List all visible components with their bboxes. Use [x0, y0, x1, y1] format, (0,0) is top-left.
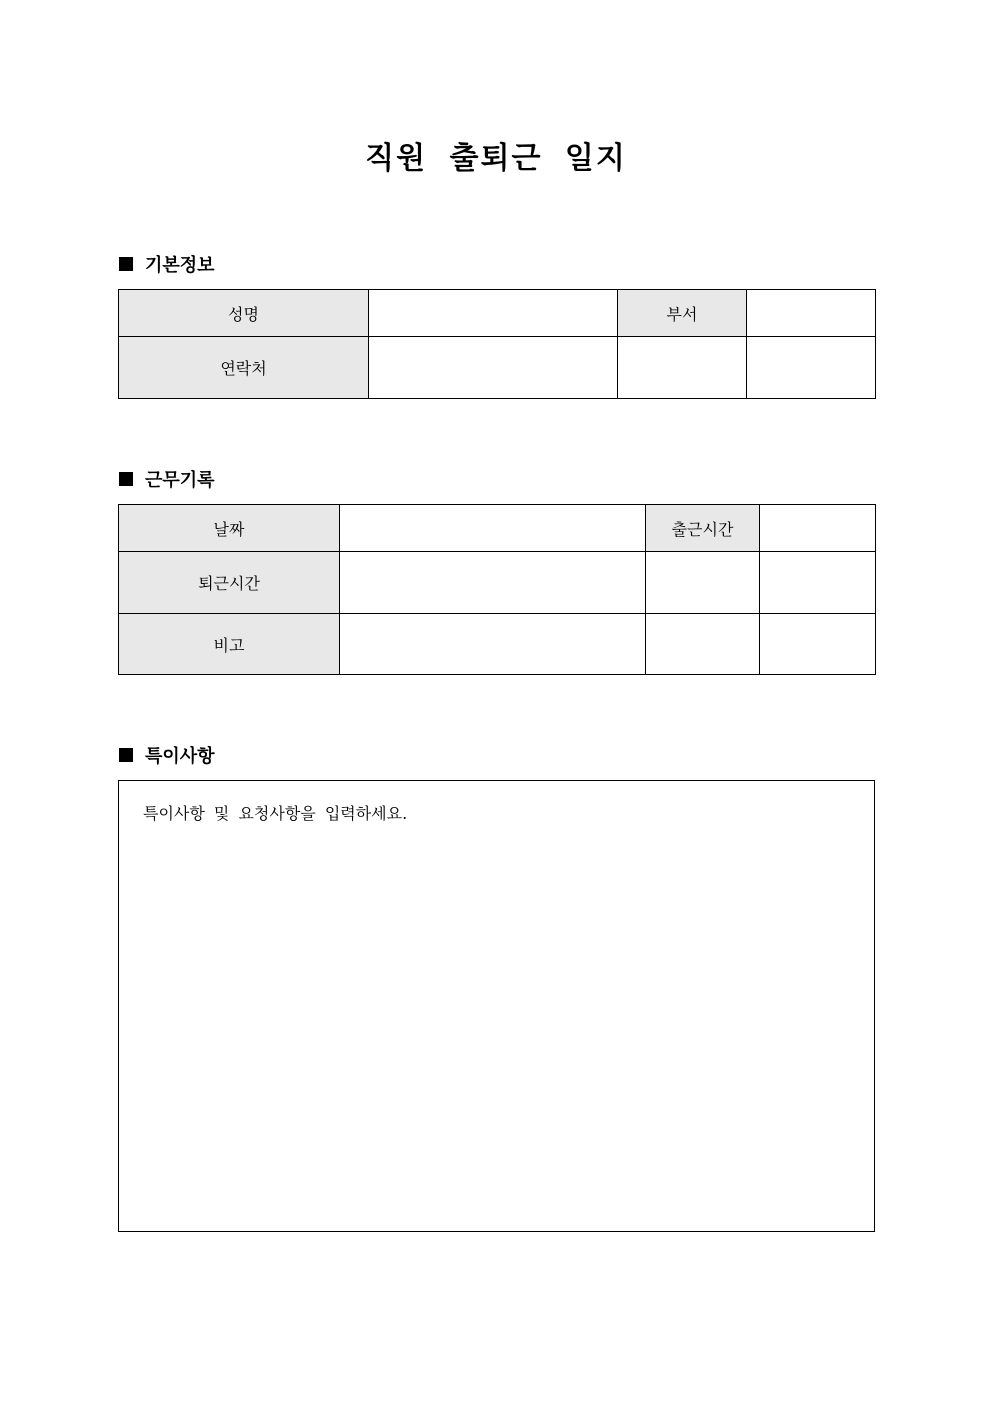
work-record-empty-cell-4[interactable] [760, 614, 876, 675]
special-notes-placeholder: 특이사항 및 요청사항을 입력하세요. [143, 804, 408, 823]
square-bullet-icon [119, 257, 133, 271]
name-label: 성명 [119, 290, 369, 337]
remarks-field[interactable] [340, 614, 646, 675]
work-record-empty-cell-1[interactable] [646, 552, 760, 614]
work-record-table [118, 504, 876, 675]
contact-label: 연락처 [119, 337, 369, 399]
special-notes-heading [119, 742, 215, 768]
department-field[interactable] [747, 290, 876, 337]
department-label: 부서 [618, 290, 747, 337]
basic-info-heading [119, 251, 215, 277]
name-field[interactable] [369, 290, 618, 337]
special-notes-box[interactable] [118, 780, 875, 1232]
clock-in-field[interactable] [760, 505, 876, 552]
square-bullet-icon [119, 472, 133, 486]
basic-info-empty-cell-1[interactable] [618, 337, 747, 399]
clock-in-label: 출근시간 [646, 505, 760, 552]
work-record-heading-text: 근무기록 [145, 470, 215, 491]
date-field[interactable] [340, 505, 646, 552]
work-record-empty-cell-3[interactable] [646, 614, 760, 675]
work-record-empty-cell-2[interactable] [760, 552, 876, 614]
clock-out-label: 퇴근시간 [119, 552, 340, 614]
special-notes-heading-text: 특이사항 [145, 746, 215, 767]
square-bullet-icon [119, 748, 133, 762]
work-record-heading [119, 466, 215, 492]
contact-field[interactable] [369, 337, 618, 399]
clock-out-field[interactable] [340, 552, 646, 614]
document-title: 직원 출퇴근 일지 [365, 141, 627, 176]
date-label: 날짜 [119, 505, 340, 552]
basic-info-table [118, 289, 876, 399]
basic-info-heading-text: 기본정보 [145, 255, 215, 276]
basic-info-empty-cell-2[interactable] [747, 337, 876, 399]
remarks-label: 비고 [119, 614, 340, 675]
